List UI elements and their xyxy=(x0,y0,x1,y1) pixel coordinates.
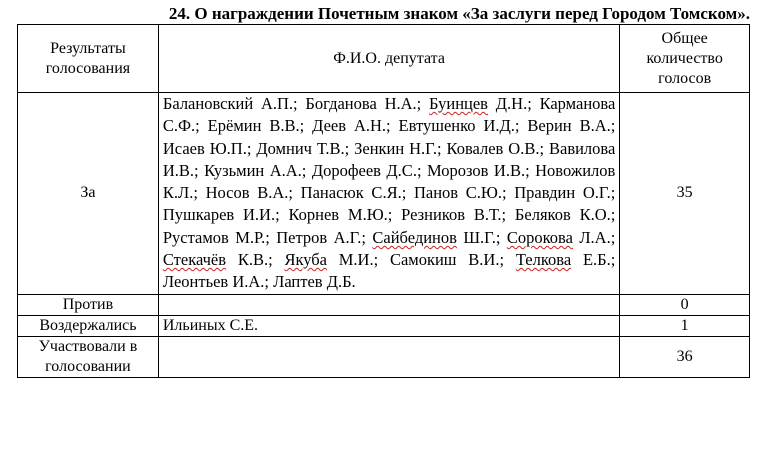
name-fragment: Балановский А.П.; Богданова Н.А.; xyxy=(162,94,430,113)
result-label-against: Против xyxy=(18,294,159,315)
result-label-participated: Участвовали в голосовании xyxy=(18,336,159,377)
name-fragment-misspelled: Сайбединов xyxy=(372,227,457,247)
vote-count-for: 35 xyxy=(620,93,750,295)
name-fragment-misspelled: Буинцев xyxy=(429,94,488,113)
name-fragment: Д.Н.; Карманова С.Ф.; Ерёмин В.В.; Деев А.Н.; Евтушенко И.Д.; Верин В.А.; Исаев Ю.П.; Домнич Т.В.; Зенкин Н.Г.; Ковалев О.В.; Вавилова И.В.; Кузьмин А.А.; Дорофеев Д.С.; Морозов И.В.; Новожилов К.Л.; Носов В.А.; Панасюк С.Я.; Панов С.Ю.; Правдин О.Г.; Пушкарев И.И.; Корнев М.Ю.; Резников В.Т.; Беляков К.О.; Рустамов М.Р.; Петров А.Г.; xyxy=(162,94,616,247)
header-results: Результаты голосования xyxy=(18,25,159,93)
vote-count-against: 0 xyxy=(620,294,750,315)
table-row xyxy=(18,294,750,315)
name-fragment-misspelled: Телкова xyxy=(515,250,572,270)
vote-count-abstained: 1 xyxy=(620,315,750,336)
header-total-votes: Общее количество голосов xyxy=(620,25,750,93)
table-row xyxy=(18,336,750,377)
name-fragment-misspelled: Стекачёв xyxy=(162,250,227,270)
result-label-for: За xyxy=(18,93,159,295)
name-fragment: Ш.Г.; xyxy=(456,227,507,247)
deputy-names-against xyxy=(158,294,619,315)
name-fragment: М.И.; Самокиш В.И.; xyxy=(326,250,516,270)
header-deputy-names: Ф.И.О. депутата xyxy=(158,25,619,93)
deputy-names-for xyxy=(158,93,619,295)
name-fragment: Л.А.; xyxy=(572,227,616,247)
voting-results-table xyxy=(17,24,750,378)
table-row xyxy=(18,315,750,336)
name-fragment: К.В.; xyxy=(226,250,285,270)
deputy-names-participated xyxy=(158,336,619,377)
vote-count-participated: 36 xyxy=(620,336,750,377)
name-fragment: Е.Б.; Леонтьев И.А.; Лаптев Д.Б. xyxy=(162,250,616,292)
table-header-row xyxy=(18,25,750,93)
table-row xyxy=(18,93,750,295)
deputy-names-abstained: Ильиных С.Е. xyxy=(158,315,619,336)
name-fragment-misspelled: Якуба xyxy=(284,250,327,270)
document-title: 24. О награждении Почетным знаком «За заслуги перед Городом Томском». xyxy=(168,4,750,23)
result-label-abstained: Воздержались xyxy=(18,315,159,336)
name-fragment-misspelled: Сорокова xyxy=(506,227,573,247)
